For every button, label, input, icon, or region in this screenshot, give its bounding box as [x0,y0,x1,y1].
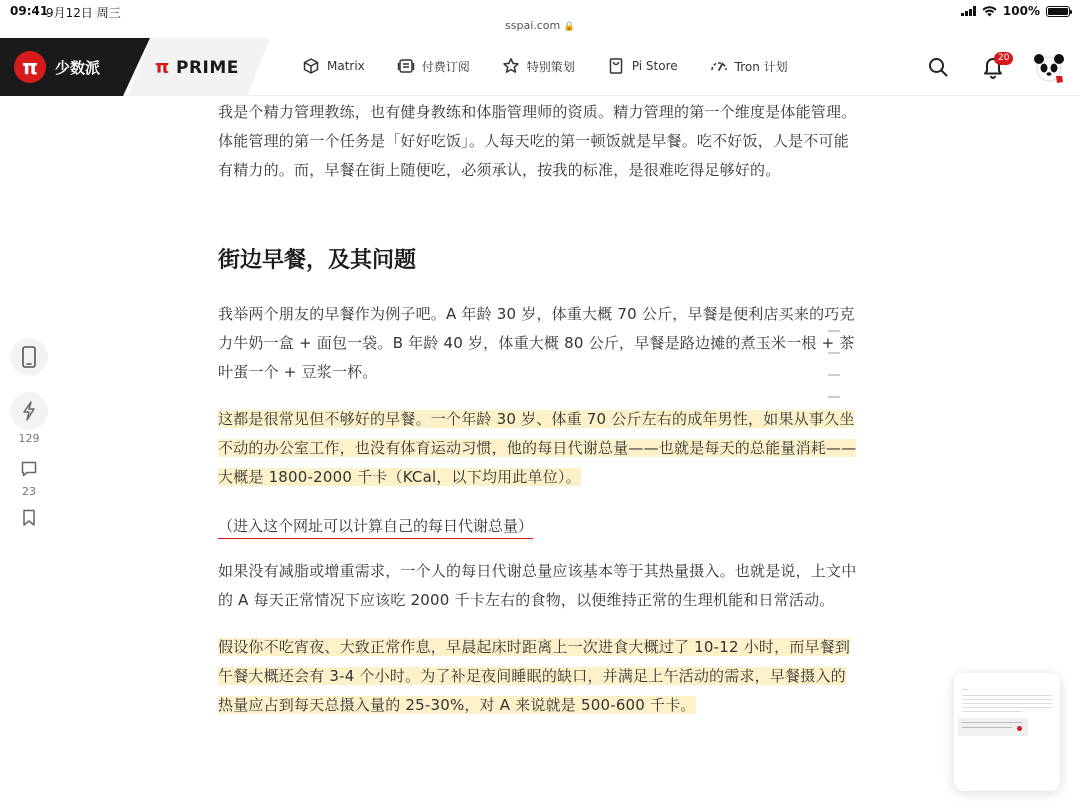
prime-label[interactable]: PRIME [176,58,239,78]
tdee-calculator-link[interactable]: （进入这个网址可以计算自己的每日代谢总量） [218,514,533,539]
nav-item-subscription[interactable] [397,57,470,75]
charge-count: 129 [18,432,40,445]
prime-logo-icon: π [155,57,170,78]
link-wrapper [218,514,860,539]
status-bar [0,0,1080,32]
nav-item-special[interactable] [502,57,575,75]
nav-item-tron[interactable] [710,57,788,75]
lightning-icon [21,401,37,421]
bookmark-button[interactable] [10,504,48,532]
sspai-logo-icon[interactable]: π [14,51,46,83]
subscription-icon [397,57,415,75]
bag-icon [607,57,625,75]
status-time: 09:41 [10,4,49,18]
mobile-view-button[interactable] [10,338,48,376]
cellular-signal-icon [961,6,976,16]
battery-icon [1046,6,1070,17]
highlighted-paragraph [218,405,860,492]
comment-icon [20,460,38,478]
nav-item-label: 付费订阅 [421,59,470,74]
article-paragraph: 如果没有减脂或增重需求，一个人的每日代谢总量应该基本等于其热量摄入。也就是说，上文中的 A 每天正常情况下应该吃 2000 千卡左右的食物，以便维持正常的生理机能和日常活动。 [218,562,857,609]
nav-menu [302,57,788,75]
wifi-icon [982,6,997,17]
address-bar[interactable] [0,19,1080,32]
cube-icon [302,57,320,75]
nav-item-label: Matrix [327,59,365,73]
phone-icon [21,346,37,368]
highlighted-paragraph [218,633,860,720]
site-name[interactable]: 少数派 [55,59,101,77]
article-paragraph: 我是个精力管理教练，也有健身教练和体脂管理师的资质。精力管理的第一个维度是体能管理。体能管理的第一个任务是「好好吃饭」。人每天吃的第一顿饭就是早餐。吃不好饭，人是不可能有精力的。而，早餐在街上随便吃，必须承认，按我的标准，是很难吃得足够好的。 [218,103,857,179]
highlight-text: 这都是很常见但不够好的早餐。一个年龄 30 岁、体重 70 公斤左右的成年男性，如果从事久坐不动的办公室工作，也没有体育运动习惯，他的每日代谢总量——也就是每天的总能量消耗——大概是 1800-2000 千卡（KCal，以下均用此单位）。 [218,410,857,486]
nav-item-pi-store[interactable] [607,57,678,75]
address-url: sspai.com [505,19,561,32]
article-action-bar [10,338,48,532]
status-right [961,4,1070,18]
outline-scroll-marks[interactable] [828,330,840,418]
nav-item-label: Tron 计划 [734,59,788,74]
comment-button[interactable] [10,455,48,483]
avatar[interactable] [1032,51,1066,85]
article-paragraph: 我举两个朋友的早餐作为例子吧。A 年龄 30 岁，体重大概 70 公斤，早餐是便利店买来的巧克力牛奶一盒 + 面包一袋。B 年龄 40 岁，体重大概 80 公斤，早餐是路边摊的煮玉米一根 + 茶叶蛋一个 + 豆浆一杯。 [218,305,855,381]
status-date: 9月12日 周三 [46,6,121,20]
notification-badge: 20 [994,52,1013,65]
nav-item-matrix[interactable] [302,57,365,75]
article-body [218,98,860,720]
search-icon[interactable] [927,56,949,78]
charge-button[interactable] [10,392,48,430]
comment-count: 23 [22,485,36,498]
star-icon [502,57,520,75]
highlight-text: 假设你不吃宵夜、大致正常作息，早晨起床时距离上一次进食大概过了 10-12 小时，而早餐到午餐大概还会有 3-4 个小时。为了补足夜间睡眠的缺口，并满足上午活动的需求，早餐摄入的热量应占到每天总摄入量的 25-30%，对 A 来说就是 500-600 千卡。 [218,638,851,714]
battery-percent: 100% [1002,4,1040,18]
speed-icon [710,57,728,75]
lock-icon: 🔒 [563,22,575,32]
top-nav [0,38,1080,96]
notification-button[interactable] [982,53,1010,79]
page-thumbnail-card[interactable] [954,673,1060,791]
nav-item-label: Pi Store [631,59,678,73]
bookmark-icon [22,509,36,527]
nav-item-label: 特别策划 [526,59,575,74]
section-heading: 街边早餐，及其问题 [218,248,417,273]
